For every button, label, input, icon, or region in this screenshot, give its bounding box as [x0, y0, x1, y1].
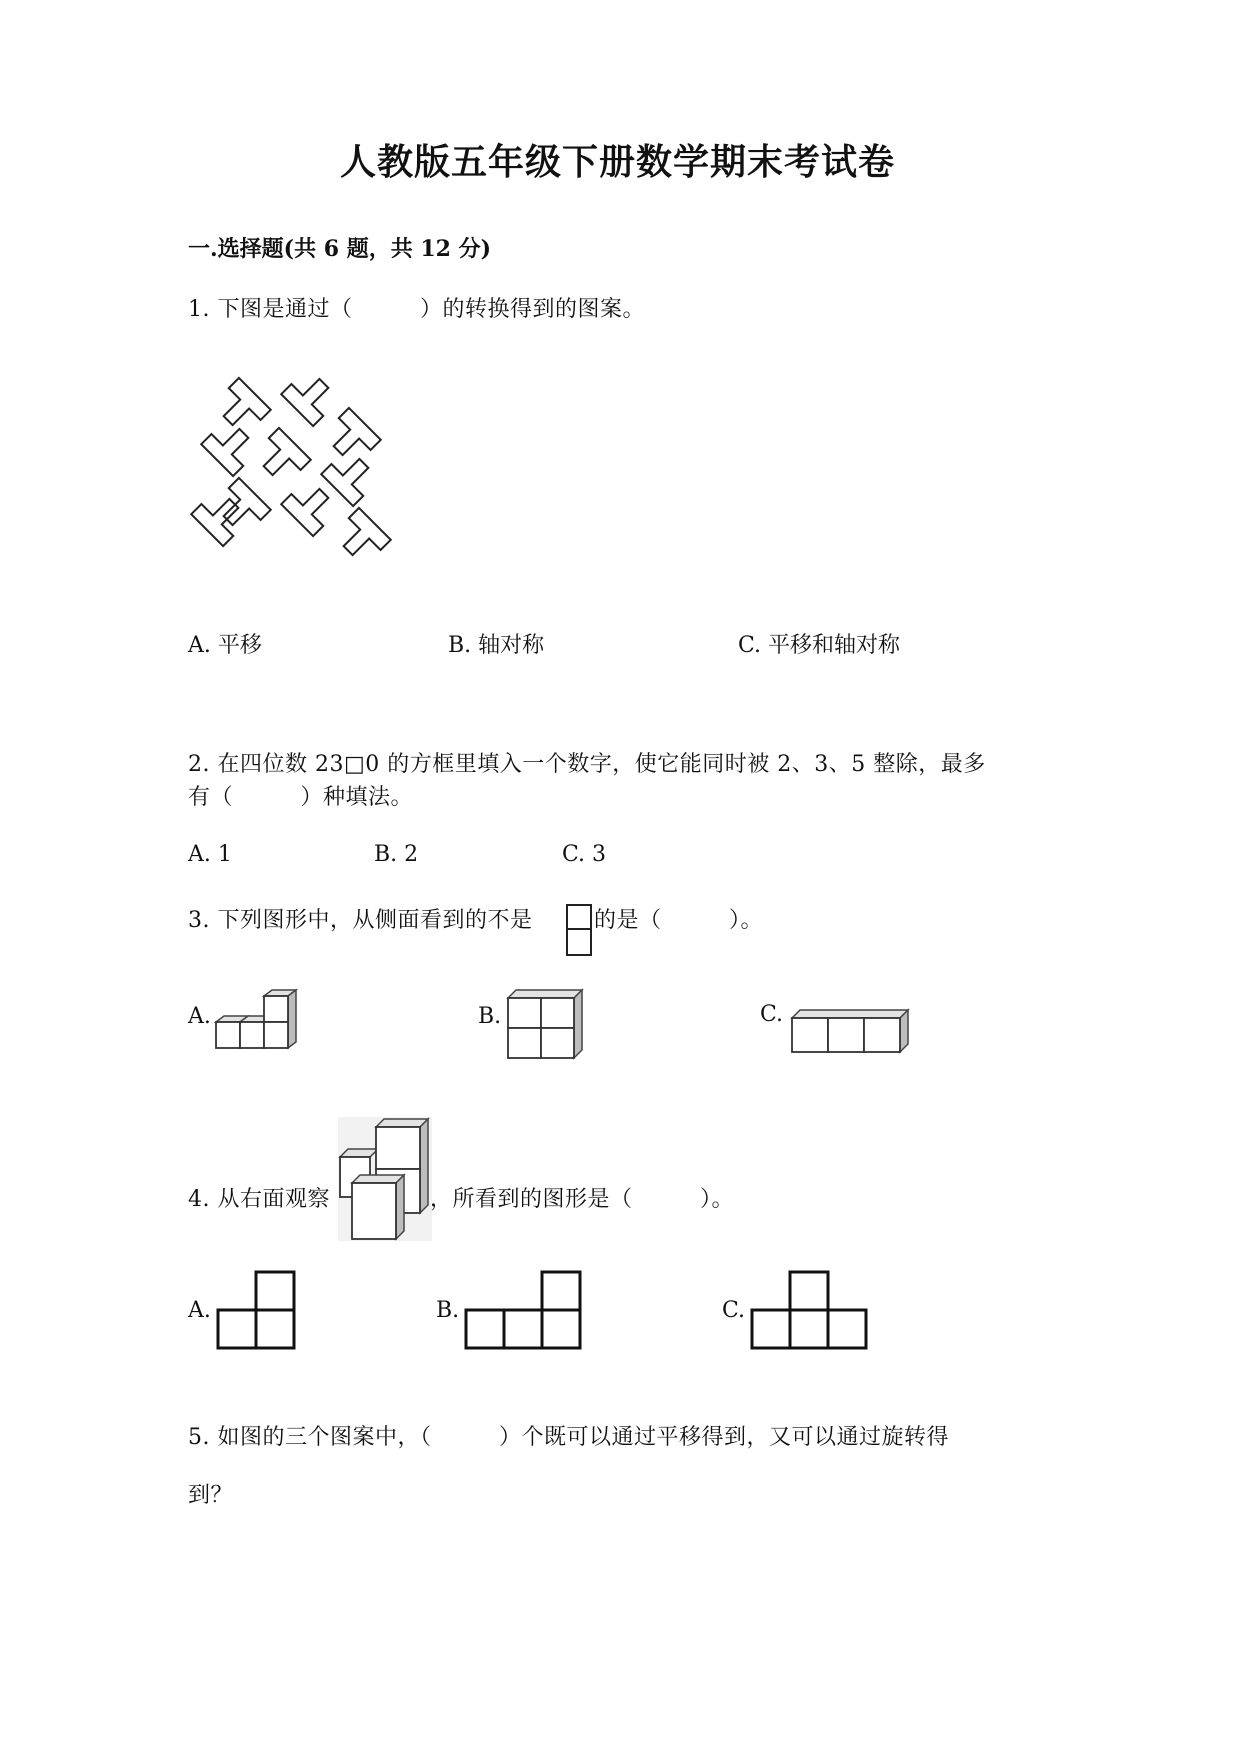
q3-option-a-label[interactable]: A.: [188, 1004, 211, 1029]
q1-option-c[interactable]: C. 平移和轴对称: [738, 633, 901, 658]
question-5-line2: 到？: [188, 1483, 234, 1508]
question-4-text-before: 4. 从右面观察: [188, 1187, 330, 1212]
question-4-text-after: ，所看到的图形是（ ）。: [430, 1187, 735, 1212]
q4-option-a-figure[interactable]: [214, 1270, 300, 1356]
question-3-text-before: 3. 下列图形中，从侧面看到的不是: [188, 908, 533, 933]
q3-option-b-figure[interactable]: [504, 990, 594, 1060]
t-shape-tile: [322, 408, 381, 467]
q4-option-b-label[interactable]: B.: [436, 1298, 460, 1323]
q2-option-c[interactable]: C. 3: [562, 842, 607, 867]
t-shape-tile: [201, 417, 260, 476]
q4-option-c-figure[interactable]: [748, 1270, 872, 1356]
t-shape-tile: [321, 447, 380, 506]
q4-option-a-label[interactable]: A.: [188, 1298, 211, 1323]
q4-option-c-label[interactable]: C.: [722, 1298, 746, 1323]
question-5-line1: 5. 如图的三个图案中，（ ）个既可以通过平移得到，又可以通过旋转得: [188, 1425, 949, 1450]
question-2-line2: 有（ ）种填法。: [188, 785, 414, 810]
t-shape-tile: [252, 428, 311, 487]
q2-option-b[interactable]: B. 2: [374, 842, 419, 867]
q3-option-c-label[interactable]: C.: [760, 1002, 784, 1027]
q4-option-b-figure[interactable]: [462, 1270, 586, 1356]
q1-option-a[interactable]: A. 平移: [188, 633, 262, 658]
q3-two-stacked-squares-figure: [566, 904, 596, 960]
q1-pattern-figure: [186, 372, 416, 562]
q3-option-a-figure[interactable]: [214, 990, 304, 1060]
t-shape-tile: [212, 378, 271, 437]
page-title: 人教版五年级下册数学期末考试卷: [340, 141, 896, 183]
question-3-text-after: 的是（ ）。: [594, 908, 764, 933]
section-heading: 一.选择题(共 6 题，共 12 分): [188, 236, 492, 262]
q3-option-b-label[interactable]: B.: [478, 1004, 502, 1029]
t-shape-tile: [281, 367, 340, 426]
question-1-text: 1. 下图是通过（ ）的转换得到的图案。: [188, 297, 645, 322]
t-shape-tile: [281, 477, 340, 536]
q2-option-a[interactable]: A. 1: [188, 842, 232, 867]
q4-cube-stack-figure: [338, 1117, 433, 1242]
q3-option-c-figure[interactable]: [788, 1010, 918, 1060]
t-shape-tile: [332, 508, 391, 567]
question-2-line1: 2. 在四位数 23□0 的方框里填入一个数字，使它能同时被 2、3、5 整除，最多: [188, 752, 986, 777]
q1-option-b[interactable]: B. 轴对称: [448, 633, 545, 658]
